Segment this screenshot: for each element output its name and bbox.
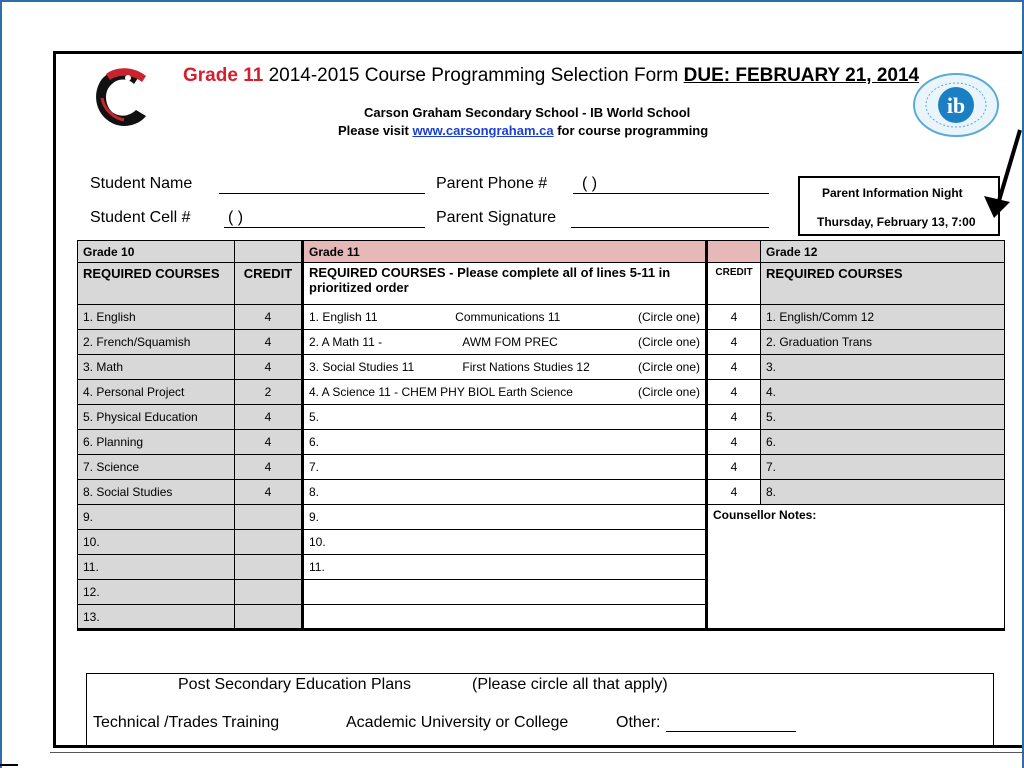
counsellor-notes-label: Counsellor Notes: — [713, 508, 817, 522]
grade11-course-2-option-a[interactable]: 2. A Math 11 - — [309, 335, 383, 349]
bottom-rule — [50, 752, 1024, 753]
grade11-course-1-circle-one: (Circle one) — [637, 310, 700, 324]
grade11-credit-5: 4 — [707, 405, 761, 430]
grade12-course-5: 5. — [761, 405, 1005, 430]
parent-phone-label: Parent Phone # — [436, 175, 548, 192]
form-title — [183, 65, 919, 87]
grade12-required-courses-heading: REQUIRED COURSES — [761, 263, 1005, 305]
grade10-course-4: 4. Personal Project — [78, 380, 235, 405]
grade11-course-3-option-a[interactable]: 3. Social Studies 11 — [309, 360, 415, 374]
carson-graham-logo — [88, 64, 158, 130]
parent-signature-label: Parent Signature — [436, 209, 557, 226]
grade12-course-3: 3. — [761, 355, 1005, 380]
student-name-label: Student Name — [90, 175, 193, 192]
grade11-credit-4: 4 — [707, 380, 761, 405]
grade11-course-11-field[interactable]: 11. — [303, 555, 707, 580]
grade12-course-2: 2. Graduation Trans — [761, 330, 1005, 355]
grade11-course-4-options[interactable]: 4. A Science 11 - CHEM PHY BIOL Earth Science — [309, 385, 573, 399]
school-name: Carson Graham Secondary School - IB World School — [364, 105, 691, 120]
school-website-link[interactable]: www.carsongraham.ca — [412, 123, 554, 138]
grade11-course-1-option-a[interactable]: 1. English 11 — [309, 310, 378, 324]
grade11-credit-7: 4 — [707, 455, 761, 480]
grade10-header: Grade 10 — [78, 241, 235, 263]
option-other-label: Other: — [616, 714, 661, 731]
grade10-course-8: 8. Social Studies — [78, 480, 235, 505]
grade11-credit-heading: CREDIT — [707, 263, 761, 305]
grade10-course-9: 9. — [78, 505, 235, 530]
option-technical-trades[interactable]: Technical /Trades Training — [93, 714, 280, 731]
grade10-course-12: 12. — [78, 580, 235, 605]
grade10-credit-5: 4 — [235, 405, 303, 430]
grade11-course-3-circle-one: (Circle one) — [637, 360, 700, 374]
grade11-course-1[interactable] — [303, 305, 707, 330]
grade10-credit-11 — [235, 555, 303, 580]
grade11-course-13-field[interactable] — [303, 605, 707, 630]
info-night-title: Parent Information Night — [822, 186, 963, 200]
grade11-course-2-circle-one: (Circle one) — [637, 335, 700, 349]
grade11-course-2[interactable] — [303, 330, 707, 355]
post-secondary-title: Post Secondary Education Plans — [178, 676, 412, 693]
frame-left-edge — [0, 0, 2, 768]
form-sheet — [53, 51, 1022, 748]
grade10-course-11: 11. — [78, 555, 235, 580]
parent-phone-field[interactable] — [573, 193, 769, 194]
grade11-course-4-circle-one: (Circle one) — [637, 385, 700, 399]
arrow-pointer-icon — [980, 126, 1024, 222]
grade10-credit-heading: CREDIT — [235, 263, 303, 305]
student-cell-area-code: ( ) — [228, 209, 244, 226]
post-secondary-hint: (Please circle all that apply) — [472, 676, 668, 693]
grade12-course-7: 7. — [761, 455, 1005, 480]
post-secondary-plans-box — [86, 673, 994, 748]
parent-info-night-box — [798, 176, 1000, 236]
grade10-course-1: 1. English — [78, 305, 235, 330]
grade11-header: Grade 11 — [303, 241, 707, 263]
option-academic-university[interactable]: Academic University or College — [346, 714, 569, 731]
parent-phone-area-code: ( ) — [582, 175, 598, 192]
visit-line — [338, 123, 708, 138]
grade11-course-5-field[interactable]: 5. — [303, 405, 707, 430]
grade11-course-10-field[interactable]: 10. — [303, 530, 707, 555]
grade11-credit-2: 4 — [707, 330, 761, 355]
grade11-course-1-option-b[interactable]: Communications 11 — [455, 310, 561, 324]
grade-word: Grade — [183, 65, 238, 86]
course-selection-table — [77, 240, 1005, 631]
grade11-course-9-field[interactable]: 9. — [303, 505, 707, 530]
grade10-credit-8: 4 — [235, 480, 303, 505]
due-date: DUE: FEBRUARY 21, 2014 — [683, 65, 920, 86]
grade11-course-6-field[interactable]: 6. — [303, 430, 707, 455]
counsellor-notes-box[interactable] — [707, 505, 1005, 630]
grade12-header: Grade 12 — [761, 241, 1005, 263]
grade12-course-4: 4. — [761, 380, 1005, 405]
grade11-header-credit-blank — [707, 241, 761, 263]
grade10-course-5: 5. Physical Education — [78, 405, 235, 430]
grade10-header-credit-blank — [235, 241, 303, 263]
grade11-credit-1: 4 — [707, 305, 761, 330]
grade10-credit-2: 4 — [235, 330, 303, 355]
visit-suffix: for course programming — [557, 123, 709, 138]
grade10-credit-7: 4 — [235, 455, 303, 480]
grade10-required-courses-heading: REQUIRED COURSES — [78, 263, 235, 305]
grade11-course-3-option-b[interactable]: First Nations Studies 12 — [462, 360, 590, 374]
info-night-date: Thursday, February 13, 7:00 — [817, 215, 976, 229]
grade11-course-8-field[interactable]: 8. — [303, 480, 707, 505]
grade10-credit-12 — [235, 580, 303, 605]
grade11-credit-3: 4 — [707, 355, 761, 380]
frame-top-edge — [0, 0, 1024, 2]
grade11-course-2-option-b[interactable]: AWM FOM PREC — [462, 335, 558, 349]
grade11-course-4[interactable] — [303, 380, 707, 405]
grade10-credit-1: 4 — [235, 305, 303, 330]
corner-mark — [0, 764, 18, 766]
grade10-credit-13 — [235, 605, 303, 630]
grade12-course-6: 6. — [761, 430, 1005, 455]
grade10-credit-10 — [235, 530, 303, 555]
grade11-credit-6: 4 — [707, 430, 761, 455]
student-name-field[interactable] — [219, 193, 425, 194]
option-other-field[interactable] — [666, 731, 796, 732]
visit-prefix: Please visit — [338, 123, 409, 138]
grade10-course-2: 2. French/Squamish — [78, 330, 235, 355]
grade10-course-10: 10. — [78, 530, 235, 555]
parent-signature-field[interactable] — [571, 227, 769, 228]
grade12-course-8: 8. — [761, 480, 1005, 505]
grade11-course-7-field[interactable]: 7. — [303, 455, 707, 480]
grade10-credit-3: 4 — [235, 355, 303, 380]
grade11-course-3[interactable] — [303, 355, 707, 380]
grade10-credit-4: 2 — [235, 380, 303, 405]
grade-number: 11 — [243, 65, 264, 86]
grade10-credit-6: 4 — [235, 430, 303, 455]
grade11-required-courses-heading: REQUIRED COURSES - Please complete all of lines 5-11 in prioritized order — [303, 263, 707, 305]
student-cell-field[interactable] — [224, 227, 425, 228]
grade10-course-6: 6. Planning — [78, 430, 235, 455]
grade11-credit-8: 4 — [707, 480, 761, 505]
student-cell-label: Student Cell # — [90, 209, 191, 226]
grade10-credit-9 — [235, 505, 303, 530]
svg-text:ib: ib — [946, 93, 966, 118]
grade12-course-1: 1. English/Comm 12 — [761, 305, 1005, 330]
grade10-course-3: 3. Math — [78, 355, 235, 380]
grade10-course-7: 7. Science — [78, 455, 235, 480]
title-rest: 2014-2015 Course Programming Selection Form — [268, 65, 679, 86]
grade11-course-12-field[interactable] — [303, 580, 707, 605]
grade10-course-13: 13. — [78, 605, 235, 630]
